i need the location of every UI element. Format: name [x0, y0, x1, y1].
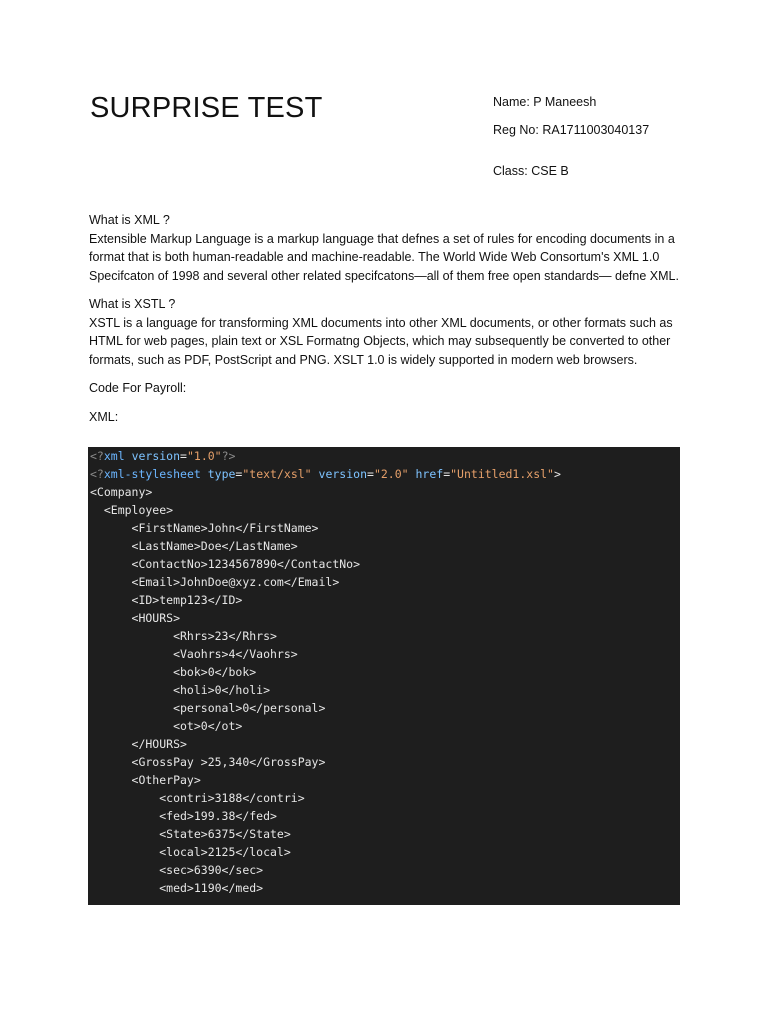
code-block [88, 447, 680, 905]
code-line: <local>2125</local> [90, 845, 291, 859]
code-line: </HOURS> [90, 737, 187, 751]
code-token: xml [103, 449, 125, 463]
code-line: <ot>0</ot> [90, 719, 243, 733]
code-line-pi-xml [90, 447, 235, 465]
code-token: <? [90, 449, 104, 463]
code-line: <State>6375</State> [90, 827, 291, 841]
question-xstl: What is XSTL ? [89, 297, 176, 311]
document-body [89, 211, 681, 426]
class-label: Class: CSE B [493, 164, 569, 178]
code-line: <fed>199.38</fed> [90, 809, 277, 823]
code-token: version [124, 449, 181, 463]
code-line-pi-stylesheet [90, 465, 561, 483]
code-line: <OtherPay> [90, 773, 201, 787]
xml-label: XML: [89, 409, 119, 424]
code-line: <holi>0</holi> [90, 683, 271, 697]
code-token: = [443, 467, 451, 481]
code-line: <Vaohrs>4</Vaohrs> [90, 647, 298, 661]
code-line: <sec>6390</sec> [90, 863, 264, 877]
code-line: <contri>3188</contri> [90, 791, 305, 805]
code-token: type [200, 467, 236, 481]
code-line: <GrossPay >25,340</GrossPay> [90, 755, 326, 769]
code-token: version [311, 467, 367, 481]
code-line: <FirstName>John</FirstName> [90, 521, 319, 535]
code-line: <med>1190</med> [90, 881, 264, 895]
code-line: <ContactNo>1234567890</ContactNo> [90, 557, 361, 571]
page-title: SURPRISE TEST [90, 92, 323, 124]
code-line: <personal>0</personal> [90, 701, 326, 715]
code-token: "1.0" [186, 449, 222, 463]
code-token: = [180, 449, 187, 463]
code-heading: Code For Payroll: [89, 381, 187, 395]
code-token: xml-stylesheet [103, 467, 201, 481]
code-line: <Rhrs>23</Rhrs> [90, 629, 277, 643]
code-line: <Company> [90, 485, 153, 499]
code-token: = [235, 467, 243, 481]
code-token: "Untitled1.xsl" [450, 467, 554, 481]
code-line: <HOURS> [90, 611, 181, 625]
code-token: ?> [221, 449, 236, 463]
code-token: > [553, 467, 561, 481]
code-token: "text/xsl" [242, 467, 312, 481]
code-line: <Email>JohnDoe@xyz.com</Email> [90, 575, 340, 589]
code-line: <LastName>Doe</LastName> [90, 539, 298, 553]
student-name: Name: P Maneesh [493, 95, 597, 109]
code-token: href [408, 467, 444, 481]
answer-xstl: XSTL is a language for transforming XML documents into other XML documents, or other formats such as HTML for web pages, plain text or XSL Formatng Objects, which may subsequently be converted to other formats, such as PDF, PostScript and PNG. XSLT 1.0 is widely supported in modern web browsers. [89, 315, 673, 367]
code-line: <Employee> [90, 503, 174, 517]
code-token: <? [90, 467, 104, 481]
code-line: <bok>0</bok> [90, 665, 257, 679]
question-xml: What is XML ? [89, 213, 170, 227]
code-token: "2.0" [373, 467, 409, 481]
code-token: = [367, 467, 374, 481]
answer-xml: Extensible Markup Language is a markup language that defnes a set of rules for encoding documents in a format that is both human-readable and machine-readable. The World Wide Web Consortum's XML 1.0 Specifcaton of 1998 and several other related specifcatons—all of them free open standards— defne XML. [89, 231, 679, 283]
code-line: <ID>temp123</ID> [90, 593, 243, 607]
registration-number: Reg No: RA1711003040137 [493, 123, 650, 137]
